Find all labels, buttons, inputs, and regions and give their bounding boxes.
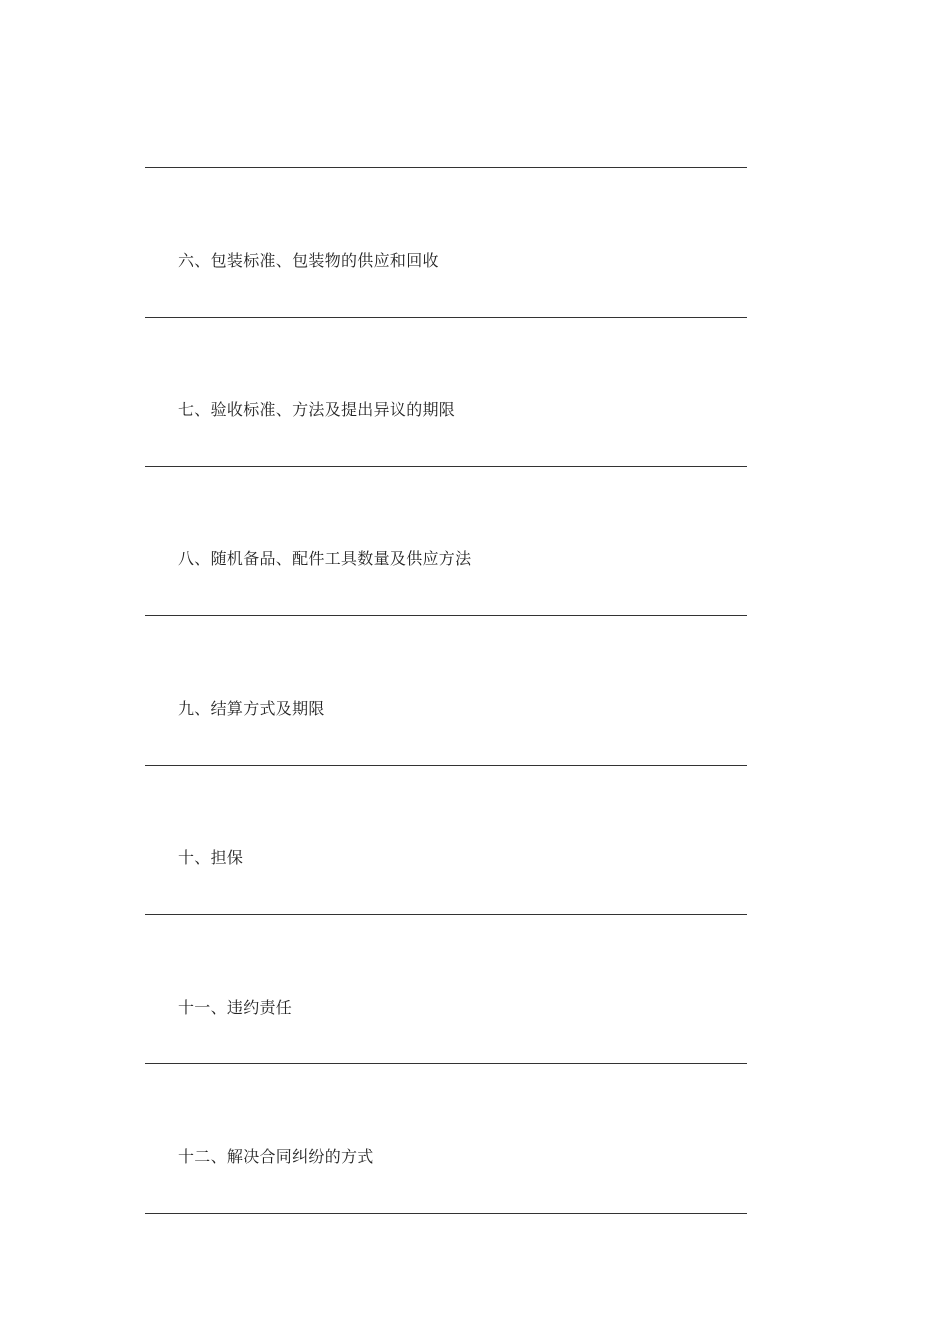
section-11-heading: 十一、违约责任 — [178, 998, 293, 1017]
section-10-heading: 十、担保 — [178, 848, 244, 867]
blank-line-6 — [145, 317, 747, 318]
blank-line-5 — [145, 167, 747, 168]
blank-line-7 — [145, 466, 747, 467]
blank-line-8 — [145, 615, 747, 616]
blank-line-10 — [145, 914, 747, 915]
section-9-heading: 九、结算方式及期限 — [178, 699, 325, 718]
section-7-heading: 七、验收标准、方法及提出异议的期限 — [178, 400, 456, 419]
section-8-heading: 八、随机备品、配件工具数量及供应方法 — [178, 549, 472, 568]
section-12-heading: 十二、解决合同纠纷的方式 — [178, 1147, 374, 1166]
section-6-heading: 六、包装标准、包装物的供应和回收 — [178, 251, 439, 270]
blank-line-12 — [145, 1213, 747, 1214]
blank-line-11 — [145, 1063, 747, 1064]
blank-line-9 — [145, 765, 747, 766]
